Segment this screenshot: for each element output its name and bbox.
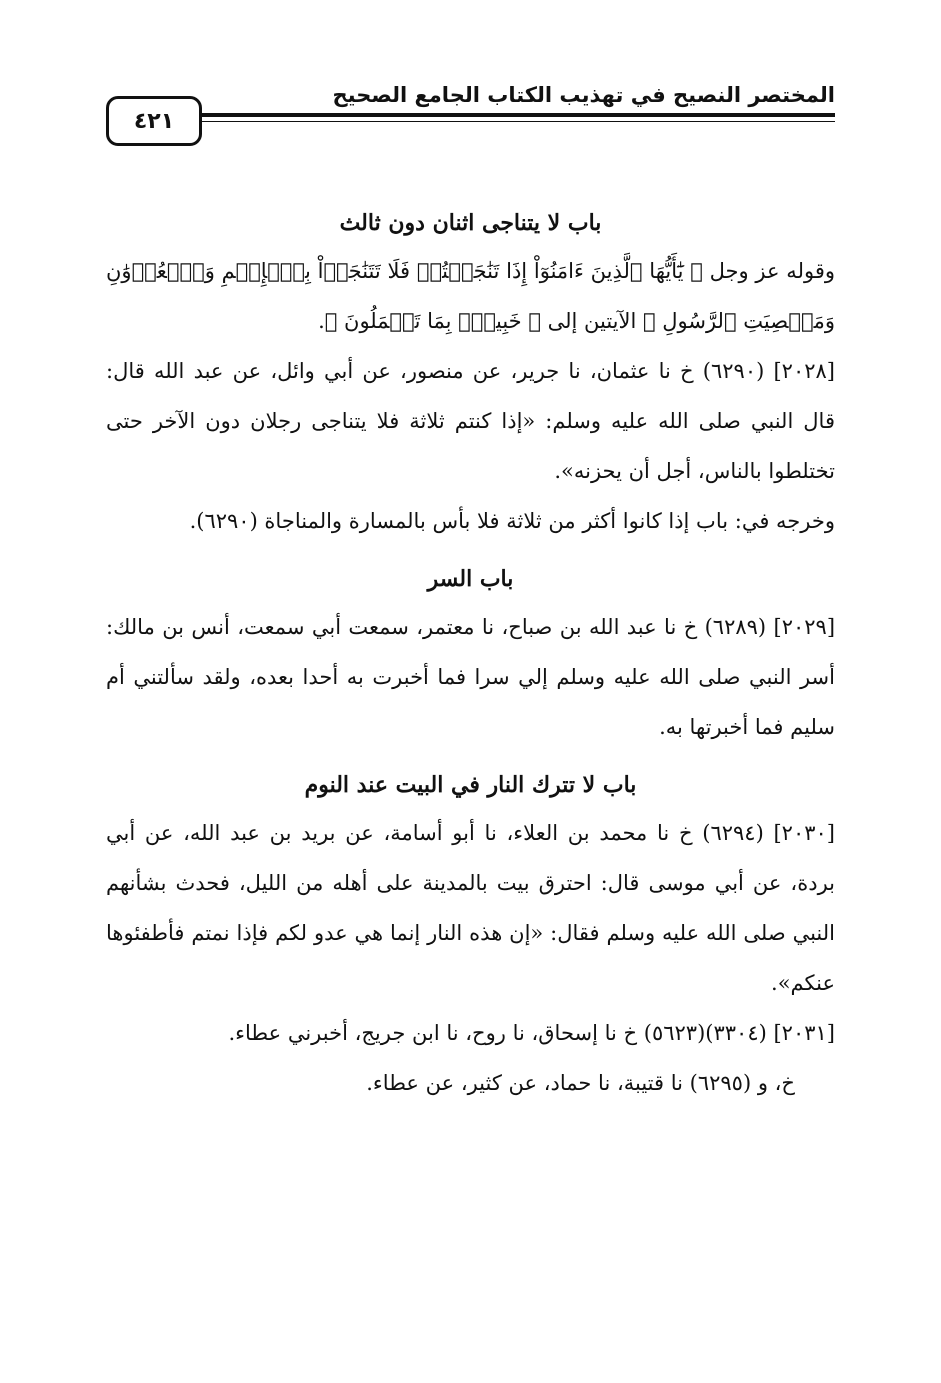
hadith-paragraph: [٢٠٢٨] (٦٢٩٠) خ نا عثمان، نا جرير، عن منصور، عن أبي وائل، عن عبد الله قال: قال النبي صلى الله عليه وسلم: «إذا كنتم ثلاثة فلا يتناجى رجلان دون الآخر حتى تختلطوا بالناس، أجل أن يحزنه». bbox=[106, 359, 835, 483]
chapter-intro: وقوله عز وجل ﴿ يَٰٓأَيُّهَا ٱلَّذِينَ ءَامَنُوٓاْ إِذَا تَنَٰجَيۡتُمۡ فَلَا تَتَنَٰجَوۡاْ بِٱلۡإِثۡمِ وَٱلۡعُدۡوَٰنِ وَمَعۡصِيَتِ ٱلرَّسُولِ ﴾ الآيتين إلى ﴿ خَبِيرُۢ بِمَا تَعۡمَلُونَ ﴾. bbox=[106, 259, 835, 333]
hadith-paragraph: [٢٠٣١] (٣٣٠٤)(٥٦٢٣) خ نا إسحاق، نا روح، نا ابن جريج، أخبرني عطاء. bbox=[228, 1021, 835, 1045]
chapter-title: باب السر bbox=[427, 566, 514, 592]
page-number: ٤٢١ bbox=[106, 96, 202, 146]
chapter-title: باب لا يتناجى اثنان دون ثالث bbox=[339, 210, 602, 236]
page-body bbox=[106, 200, 835, 1108]
header-rule-thick bbox=[202, 113, 835, 117]
running-header-title: المختصر النصيح في تهذيب الكتاب الجامع الصحيح bbox=[332, 83, 835, 107]
chain-continuation: خ، و (٦٢٩٥) نا قتيبة، نا حماد، عن كثير، عن عطاء. bbox=[366, 1071, 795, 1095]
hadith-paragraph: [٢٠٣٠] (٦٢٩٤) خ نا محمد بن العلاء، نا أبو أسامة، عن بريد بن عبد الله، عن أبي بردة، عن أبي موسى قال: احترق بيت بالمدينة على أهله من الليل، فحدث بشأنهم النبي صلى الله عليه وسلم فقال: «إن هذه النار إنما هي عدو لكم فإذا نمتم فأطفئوها عنكم». bbox=[106, 821, 835, 995]
cross-reference-note: وخرجه في: باب إذا كانوا أكثر من ثلاثة فلا بأس بالمسارة والمناجاة (٦٢٩٠). bbox=[189, 509, 835, 533]
hadith-paragraph: [٢٠٢٩] (٦٢٨٩) خ نا عبد الله بن صباح، نا معتمر، سمعت أبي سمعت، أنس بن مالك: أسر النبي صلى الله عليه وسلم إلي سرا فما أخبرت به أحدا بعده، ولقد سألتني أم سليم فما أخبرتها به. bbox=[106, 615, 836, 739]
header-rule-thin bbox=[202, 121, 835, 122]
chapter-title: باب لا تترك النار في البيت عند النوم bbox=[304, 772, 637, 798]
